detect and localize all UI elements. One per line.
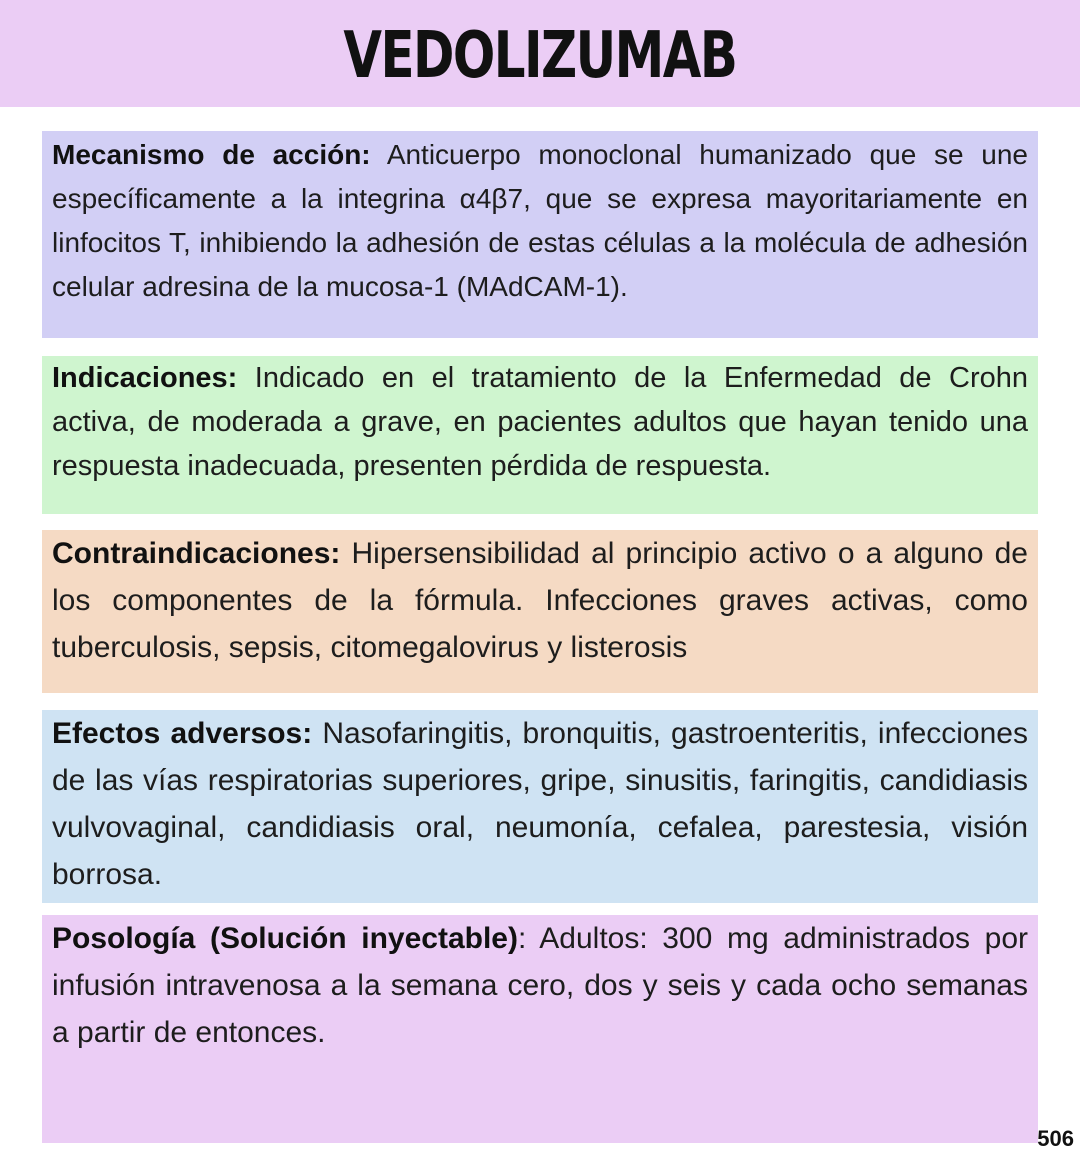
page-title: VEDOLIZUMAB bbox=[343, 18, 737, 93]
section-indications bbox=[42, 356, 1038, 514]
section-dosage-label: Posología (Solución inyectable) bbox=[52, 922, 518, 955]
section-indications-text: Indicado en el tratamiento de la Enfermedad de Crohn activa, de moderada a grave, en pacientes adultos que hayan tenido una respuesta inadecuada, presenten pérdida de respuesta. bbox=[52, 362, 1028, 482]
section-contraindications-text: Hipersensibilidad al principio activo o a alguno de los componentes de la fórmula. Infecciones graves activas, como tuberculosis, sepsis, citomegalovirus y listerosis bbox=[52, 537, 1028, 664]
section-mechanism-label: Mecanismo de acción: bbox=[52, 139, 371, 170]
section-mechanism bbox=[42, 131, 1038, 338]
section-adverse-effects bbox=[42, 710, 1038, 903]
section-dosage bbox=[42, 915, 1038, 1143]
section-indications-label: Indicaciones: bbox=[52, 362, 238, 394]
section-adverse-effects-text: Nasofaringitis, bronquitis, gastroenteritis, infecciones de las vías respiratorias superiores, gripe, sinusitis, faringitis, candidiasis vulvovaginal, candidiasis oral, neumonía, cefalea, parestesia, visión borrosa. bbox=[52, 717, 1028, 891]
section-contraindications-label: Contraindicaciones: bbox=[52, 537, 341, 570]
title-bar bbox=[0, 0, 1080, 107]
section-dosage-text: : Adultos: 300 mg administrados por infusión intravenosa a la semana cero, dos y seis y cada ocho semanas a partir de entonces. bbox=[52, 922, 1029, 1049]
page-number: 506 bbox=[1037, 1126, 1074, 1151]
section-mechanism-text: Anticuerpo monoclonal humanizado que se une específicamente a la integrina α4β7, que se expresa mayoritariamente en linfocitos T, inhibiendo la adhesión de estas células a la molécula de adhesión celular adresina de la mucosa-1 (MAdCAM-1). bbox=[52, 139, 1029, 302]
section-contraindications bbox=[42, 530, 1038, 693]
section-adverse-effects-label: Efectos adversos: bbox=[52, 717, 313, 750]
